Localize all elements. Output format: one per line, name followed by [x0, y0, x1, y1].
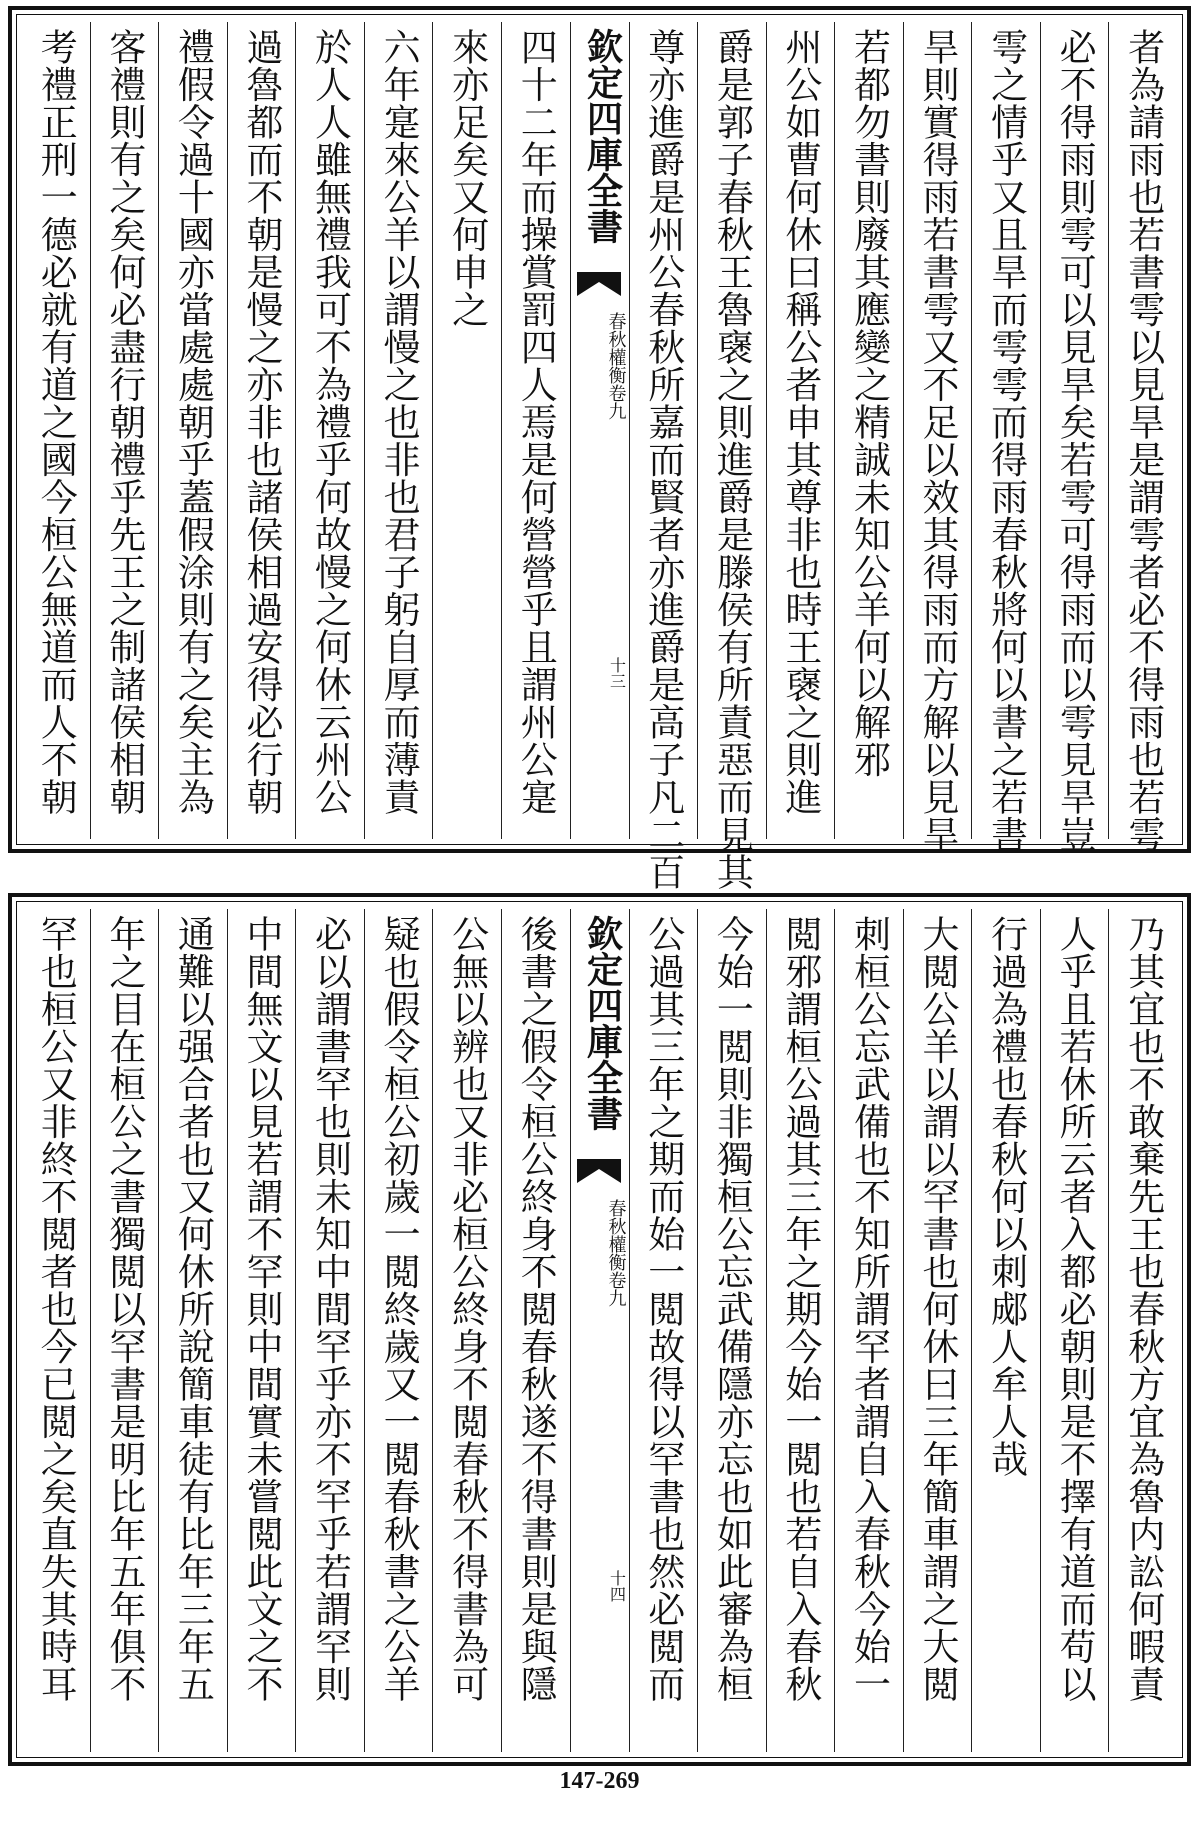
text-column [834, 909, 903, 1752]
text-column [501, 22, 570, 839]
text-column [227, 22, 296, 839]
text-column [501, 909, 570, 1752]
footer-page-label: 147-269 [559, 1768, 640, 1794]
text-column [1040, 909, 1109, 1752]
column-text: 四十二年而操賞罰四人焉是何營營乎且謂州公寔 [514, 28, 558, 816]
column-text: 客禮則有之矣何必盡行朝禮乎先王之制諸侯相朝 [102, 28, 146, 816]
text-column [227, 909, 296, 1752]
text-column [364, 22, 433, 839]
column-text: 者為請雨也若書雩以見旱是謂雩者必不得雨也若雩 [1121, 28, 1165, 853]
text-column [295, 22, 364, 839]
column-text: 人乎且若休所云者入都必朝則是不擇有道而苟以 [1053, 915, 1097, 1703]
text-column [903, 22, 972, 853]
running-title: 欽定四庫全書 [581, 28, 624, 244]
column-text: 公過其三年之期而始一閲故得以罕書也然必閲而 [641, 915, 685, 1703]
text-column [766, 909, 835, 1752]
text-column [158, 22, 227, 839]
column-text: 於人人雖無禮我可不為禮乎何故慢之何休云州公 [308, 28, 352, 816]
column-text: 尊亦進爵是州公春秋所嘉而賢者亦進爵是高子凡二百 [641, 28, 685, 891]
column-text: 後書之假令桓公終身不閲春秋遂不得書則是與隱 [514, 915, 558, 1703]
page-number: 十三 [607, 657, 627, 689]
section-title: 春秋權衡 [605, 1199, 627, 1271]
column-text: 來亦足矣又何申之 [445, 28, 489, 328]
column-text: 年之目在桓公之書獨閲以罕書是明比年五年俱不 [102, 915, 146, 1703]
section-info [571, 1199, 629, 1307]
text-column [834, 22, 903, 839]
text-column [22, 909, 90, 1752]
text-column [1108, 909, 1177, 1752]
center-margin [570, 909, 629, 1752]
upper-page-columns [22, 22, 1177, 891]
column-text: 禮假令過十國亦當處處朝乎蓋假涂則有之矣主為 [171, 28, 215, 816]
column-text: 罕也桓公又非終不閲者也今已閲之矣直失其時耳 [34, 915, 78, 1703]
text-column [697, 22, 766, 891]
fishtail-ornament-icon [577, 1159, 621, 1183]
text-column [971, 22, 1040, 853]
section-title: 春秋權衡 [605, 312, 627, 384]
column-text: 旱則實得雨若書雩又不足以效其得雨而方解以見旱 [916, 28, 960, 853]
text-column [22, 22, 90, 839]
column-text: 必以謂書罕也則未知中間罕乎亦不罕乎若謂罕則 [308, 915, 352, 1703]
page-number: 十四 [607, 1570, 627, 1602]
lower-page-columns [22, 909, 1177, 1752]
text-column [364, 909, 433, 1752]
section-info [571, 312, 629, 420]
column-text: 閲邪謂桓公過其三年之期今始一閲也若自入春秋 [778, 915, 822, 1703]
column-text: 行過為禮也春秋何以刺郕人牟人哉 [984, 915, 1028, 1478]
text-column [90, 909, 159, 1752]
column-text: 雩之情乎又且旱而雩雩而得雨春秋將何以書之若書 [984, 28, 1028, 853]
column-text: 刺桓公忘武備也不知所謂罕者謂自入春秋今始一 [847, 915, 891, 1703]
column-text: 爵是郭子春秋王魯襃之則進爵是滕侯有所責惡而見其 [710, 28, 754, 891]
column-text: 今始一閲則非獨桓公忘武備隱亦忘也如此審為桓 [710, 915, 754, 1703]
text-column [629, 22, 698, 891]
text-column [1108, 22, 1177, 853]
volume-label: 卷九 [605, 1271, 627, 1307]
column-text: 過魯都而不朝是慢之亦非也諸侯相過安得必行朝 [239, 28, 283, 816]
column-text: 考禮正刑一德必就有道之國今桓公無道而人不朝 [34, 28, 78, 816]
column-text: 通難以强合者也又何休所說簡車徒有比年三年五 [171, 915, 215, 1703]
text-column [903, 909, 972, 1752]
lower-page [8, 893, 1191, 1766]
text-column [629, 909, 698, 1752]
text-column [1040, 22, 1109, 853]
column-text: 州公如曹何休曰稱公者申其尊非也時王襃之則進 [778, 28, 822, 816]
text-column [90, 22, 159, 839]
fishtail-ornament-icon [577, 272, 621, 296]
text-column [697, 909, 766, 1752]
text-column [158, 909, 227, 1752]
column-text: 乃其宜也不敢棄先王也春秋方宜為魯内訟何暇責 [1121, 915, 1165, 1703]
column-text: 公無以辨也又非必桓公終身不閲春秋不得書為可 [445, 915, 489, 1703]
text-column [971, 909, 1040, 1752]
column-text: 必不得雨則雩可以見旱矣若雩可得雨而以雩見旱豈 [1053, 28, 1097, 853]
center-margin [570, 22, 629, 839]
text-column [432, 909, 501, 1752]
text-column [766, 22, 835, 839]
column-text: 疑也假令桓公初歲一閲終歲又一閲春秋書之公羊 [377, 915, 421, 1703]
text-column [432, 22, 501, 839]
text-column [295, 909, 364, 1752]
upper-page [8, 6, 1191, 891]
column-text: 大閲公羊以謂以罕書也何休曰三年簡車謂之大閲 [916, 915, 960, 1703]
column-text: 六年寔來公羊以謂慢之也非也君子躬自厚而薄責 [377, 28, 421, 816]
column-text: 中間無文以見若謂不罕則中間實未嘗閲此文之不 [239, 915, 283, 1703]
column-text: 若都勿書則廢其應變之精誠未知公羊何以解邪 [847, 28, 891, 778]
volume-label: 卷九 [605, 384, 627, 420]
running-title: 欽定四庫全書 [581, 915, 624, 1131]
